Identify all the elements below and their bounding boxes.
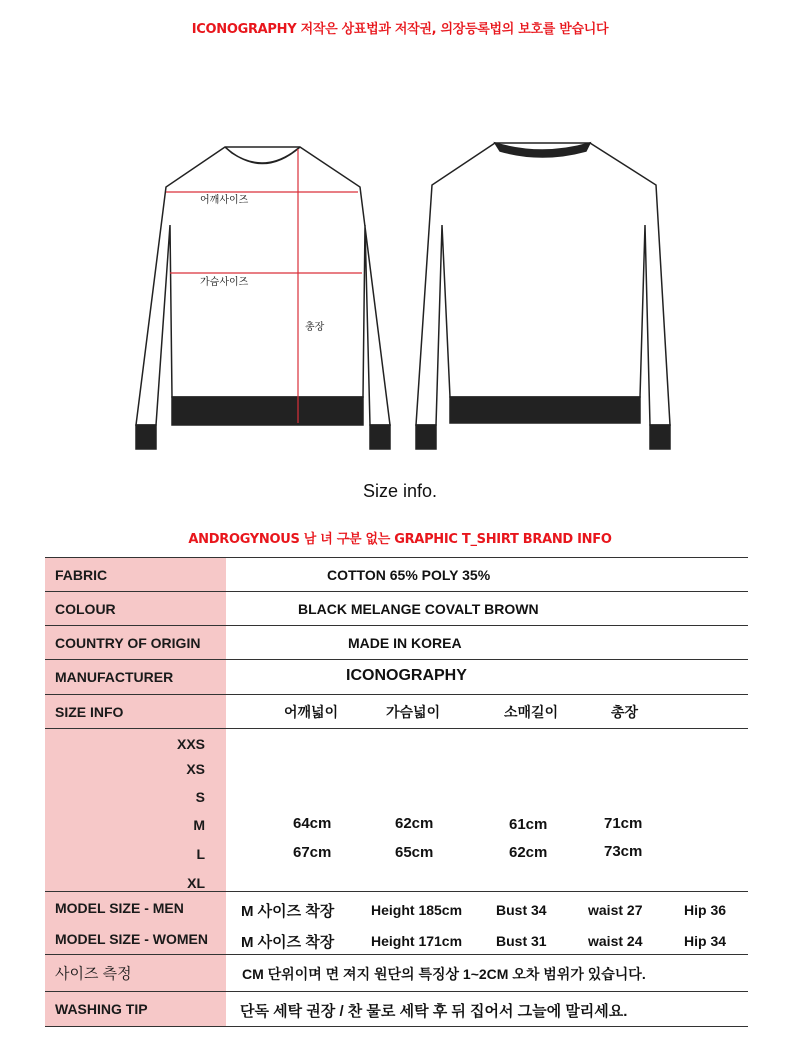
m-length: 71cm xyxy=(604,815,643,832)
sizes-label-column xyxy=(45,729,226,891)
measure-value: CM 단위이며 면 져지 원단의 특징상 1~2CM 오차 범위가 있습니다. xyxy=(242,966,646,982)
model-women-hip: Hip 34 xyxy=(684,933,727,949)
size-info-label: SIZE INFO xyxy=(55,703,124,720)
size-m: M xyxy=(193,817,205,833)
model-men-waist: waist 27 xyxy=(588,902,643,918)
sweatshirt-diagram xyxy=(120,135,680,455)
colour-row xyxy=(45,592,748,626)
sizes-block xyxy=(45,729,748,892)
length-label: 총장 xyxy=(305,322,325,333)
size-info-row xyxy=(45,695,748,729)
l-sleeve: 62cm xyxy=(509,844,548,861)
header-chest: 가슴넓이 xyxy=(386,703,441,720)
measure-label: 사이즈 측정 xyxy=(55,965,132,983)
back-view xyxy=(416,143,670,449)
model-men-height: Height 185cm xyxy=(371,902,463,918)
origin-value: MADE IN KOREA xyxy=(348,635,462,651)
fabric-value: COTTON 65% POLY 35% xyxy=(327,567,491,583)
model-size-block xyxy=(45,892,748,955)
fabric-row xyxy=(45,557,748,592)
brand-info: ANDROGYNOUS 남 녀 구분 없는 GRAPHIC T_SHIRT BRAND INFO xyxy=(188,532,612,547)
model-women-bust: Bust 31 xyxy=(496,933,547,949)
spec-table xyxy=(45,557,748,1027)
model-women-fit: M 사이즈 착장 xyxy=(241,934,335,951)
washing-value: 단독 세탁 권장 / 찬 물로 세탁 후 뒤 집어서 그늘에 말리세요. xyxy=(240,1003,628,1020)
m-sleeve: 61cm xyxy=(509,816,548,833)
model-women-height: Height 171cm xyxy=(371,933,463,949)
header-shoulder: 어깨넓이 xyxy=(284,703,339,720)
m-shoulder: 64cm xyxy=(293,815,332,832)
l-chest: 65cm xyxy=(395,844,434,861)
header-sleeve: 소매길이 xyxy=(504,703,559,720)
copyright-notice: ICONOGRAPHY 저작은 상표법과 저작권, 의장등록법의 보호를 받습니다 xyxy=(191,22,609,37)
colour-label: COLOUR xyxy=(55,600,116,617)
model-women-waist: waist 24 xyxy=(588,933,643,949)
model-men-label: MODEL SIZE - MEN xyxy=(55,900,184,916)
washing-label: WASHING TIP xyxy=(55,1001,148,1017)
header-length: 총장 xyxy=(611,703,639,720)
m-chest: 62cm xyxy=(395,815,434,832)
model-men-bust: Bust 34 xyxy=(496,902,547,918)
size-xl: XL xyxy=(187,875,205,891)
model-men-fit: M 사이즈 착장 xyxy=(241,903,335,920)
origin-row xyxy=(45,626,748,660)
washing-row xyxy=(45,992,748,1027)
manufacturer-row xyxy=(45,660,748,695)
l-length: 73cm xyxy=(604,843,643,860)
size-info-title: Size info. xyxy=(362,481,438,501)
measure-row xyxy=(45,955,748,992)
shoulder-label: 어깨사이즈 xyxy=(200,195,249,206)
colour-value: BLACK MELANGE COVALT BROWN xyxy=(298,601,539,617)
chest-label: 가슴사이즈 xyxy=(200,277,249,288)
manufacturer-value: ICONOGRAPHY xyxy=(346,667,467,684)
fabric-label: FABRIC xyxy=(55,566,108,583)
l-shoulder: 67cm xyxy=(293,844,332,861)
size-xs: XS xyxy=(186,761,205,777)
origin-label: COUNTRY OF ORIGIN xyxy=(55,634,201,651)
model-women-label: MODEL SIZE - WOMEN xyxy=(55,931,208,947)
size-s: S xyxy=(195,789,205,805)
model-men-hip: Hip 36 xyxy=(684,902,727,918)
size-l: L xyxy=(196,846,205,862)
manufacturer-label: MANUFACTURER xyxy=(55,669,174,685)
size-xxs: XXS xyxy=(176,736,205,752)
